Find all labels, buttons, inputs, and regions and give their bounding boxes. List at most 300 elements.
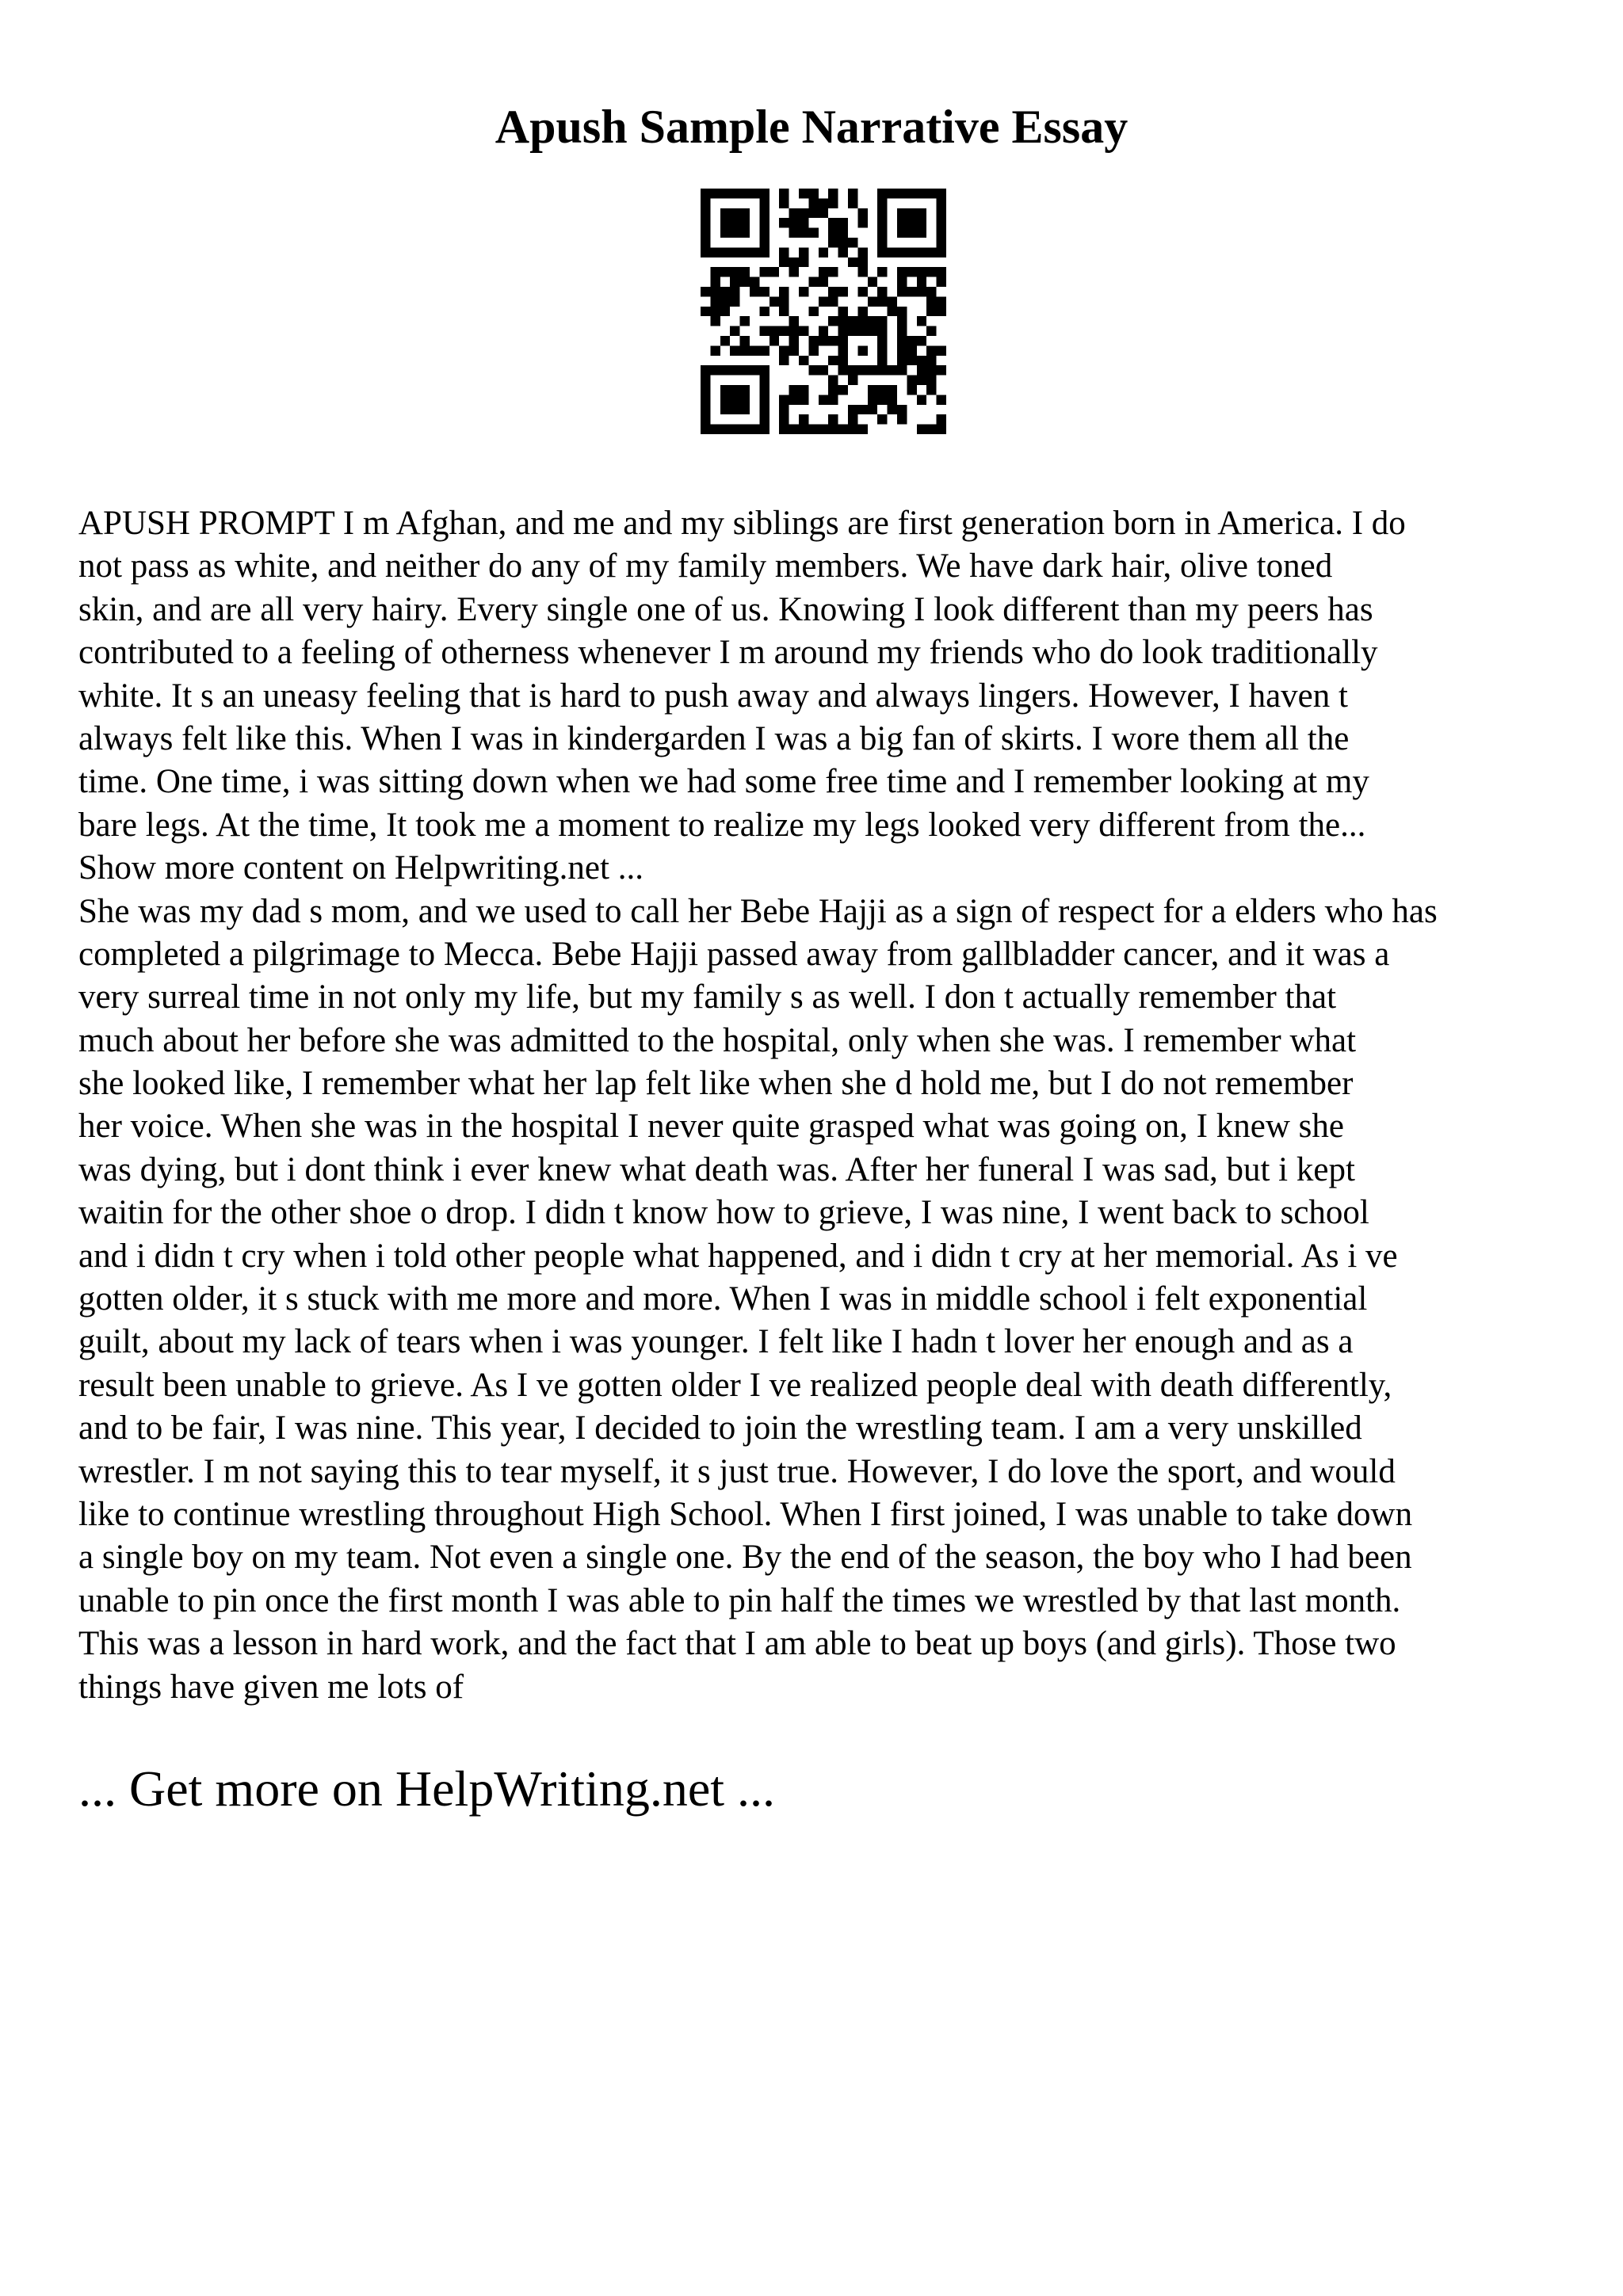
qr-module (877, 326, 887, 336)
qr-module (917, 277, 926, 287)
qr-module (907, 336, 916, 345)
qr-module (779, 414, 789, 424)
essay-line: she looked like, I remember what her lap felt like when she d hold me, but I do not remember (78, 1065, 1354, 1103)
qr-module (799, 326, 808, 336)
qr-module (750, 277, 759, 287)
qr-module (759, 326, 769, 336)
qr-module (848, 316, 857, 326)
qr-module (937, 296, 946, 306)
qr-module (819, 267, 828, 277)
qr-module (701, 376, 710, 385)
essay-line: This was a lesson in hard work, and the fact that I am able to beat up boys (and girls). Those two (78, 1625, 1396, 1663)
qr-module (857, 405, 867, 414)
qr-module (857, 345, 867, 355)
qr-module (769, 296, 779, 306)
qr-module (799, 218, 808, 227)
qr-module (907, 208, 916, 218)
qr-module (740, 405, 750, 414)
qr-module (838, 336, 848, 345)
qr-module (779, 356, 789, 365)
qr-module (917, 395, 926, 404)
qr-module (759, 405, 769, 414)
qr-module (828, 414, 838, 424)
qr-module (868, 277, 877, 287)
qr-module (907, 287, 916, 296)
qr-module (701, 414, 710, 424)
qr-module (937, 189, 946, 198)
essay-line: guilt, about my lack of tears when i was younger. I felt like I hadn t lover her enough and as a (78, 1323, 1354, 1361)
essay-line: white. It s an uneasy feeling that is hard to push away and always lingers. However, I haven t (78, 677, 1348, 715)
qr-module (917, 287, 926, 296)
qr-module (857, 326, 867, 336)
qr-module (848, 376, 857, 385)
qr-module (799, 228, 808, 238)
qr-module (917, 267, 926, 277)
qr-module (808, 198, 818, 208)
qr-module (897, 336, 907, 345)
qr-module (730, 277, 739, 287)
qr-module (759, 208, 769, 218)
qr-module (789, 228, 799, 238)
qr-module (926, 267, 936, 277)
qr-module (819, 395, 828, 404)
qr-module (917, 425, 926, 434)
qr-module (759, 395, 769, 404)
qr-module (937, 365, 946, 375)
qr-module (907, 267, 916, 277)
qr-module (769, 336, 779, 345)
qr-module (779, 257, 789, 267)
qr-module (789, 257, 799, 267)
qr-module (769, 326, 779, 336)
qr-module (759, 189, 769, 198)
qr-module (838, 228, 848, 238)
qr-module (857, 218, 867, 227)
qr-module (789, 316, 799, 326)
qr-module (877, 336, 887, 345)
qr-module (779, 345, 789, 355)
qr-module (897, 287, 907, 296)
qr-module (828, 296, 838, 306)
qr-module (897, 316, 907, 326)
qr-module (799, 247, 808, 257)
qr-module (907, 218, 916, 227)
qr-module (779, 405, 789, 414)
qr-module (819, 198, 828, 208)
qr-module (897, 356, 907, 365)
qr-module (897, 405, 907, 414)
qr-module (838, 307, 848, 316)
qr-module (828, 218, 838, 227)
qr-module (701, 425, 710, 434)
qr-module (877, 414, 887, 424)
qr-module (779, 218, 789, 227)
qr-module (799, 356, 808, 365)
essay-line: bare legs. At the time, It took me a moment to realize my legs looked very different from the... (78, 806, 1366, 844)
qr-module (819, 365, 828, 375)
qr-module (720, 247, 730, 257)
qr-module (750, 425, 759, 434)
essay-line: a single boy on my team. Not even a single one. By the end of the season, the boy who I had been (78, 1539, 1412, 1577)
qr-module (799, 189, 808, 198)
qr-module (937, 414, 946, 424)
qr-module (779, 307, 789, 316)
qr-module (701, 287, 710, 296)
qr-module (759, 228, 769, 238)
qr-module (937, 395, 946, 404)
qr-module (888, 247, 897, 257)
qr-module (808, 189, 818, 198)
qr-module (730, 247, 739, 257)
essay-line: waitin for the other shoe o drop. I didn t know how to grieve, I was nine, I went back to school (78, 1194, 1369, 1232)
qr-module (701, 365, 710, 375)
qr-module (877, 287, 887, 296)
qr-module (926, 385, 936, 395)
qr-module (740, 247, 750, 257)
qr-module (808, 208, 818, 218)
qr-module (877, 189, 887, 198)
qr-module (838, 385, 848, 395)
qr-module (937, 345, 946, 355)
qr-module (779, 296, 789, 306)
essay-line: was dying, but i dont think i ever knew what death was. After her funeral I was sad, but i kept (78, 1150, 1355, 1188)
qr-module (828, 316, 838, 326)
essay-line: not pass as white, and neither do any of my family members. We have dark hair, olive toned (78, 547, 1333, 585)
qr-module (750, 365, 759, 375)
qr-module (838, 345, 848, 355)
qr-module (720, 405, 730, 414)
qr-module (730, 189, 739, 198)
qr-module (937, 238, 946, 247)
qr-module (720, 208, 730, 218)
qr-module (799, 287, 808, 296)
qr-module (868, 385, 877, 395)
qr-module (907, 345, 916, 355)
qr-module (877, 228, 887, 238)
essay-line: APUSH PROMPT I m Afghan, and me and my siblings are first generation born in America. I do (78, 505, 1406, 542)
qr-module (877, 385, 887, 395)
qr-module (877, 208, 887, 218)
qr-module (937, 267, 946, 277)
qr-module (897, 326, 907, 336)
qr-module (917, 376, 926, 385)
qr-module (917, 189, 926, 198)
qr-module (907, 356, 916, 365)
qr-module (848, 326, 857, 336)
essay-line: much about her before she was admitted to the hospital, only when she was. I remember what (78, 1021, 1357, 1059)
qr-module (819, 277, 828, 287)
qr-module (759, 247, 769, 257)
qr-module (838, 326, 848, 336)
qr-module (897, 228, 907, 238)
qr-module (926, 365, 936, 375)
qr-module (937, 208, 946, 218)
qr-module (701, 238, 710, 247)
qr-module (917, 336, 926, 345)
qr-module (828, 336, 838, 345)
qr-module (779, 326, 789, 336)
qr-module (730, 287, 739, 296)
qr-module (917, 247, 926, 257)
qr-module (877, 296, 887, 306)
essay-line: gotten older, it s stuck with me more and more. When I was in middle school i felt exponential (78, 1280, 1368, 1318)
qr-module (897, 277, 907, 287)
qr-module (868, 395, 877, 404)
qr-module (710, 425, 720, 434)
qr-module (907, 228, 916, 238)
qr-module (937, 247, 946, 257)
qr-module (917, 218, 926, 227)
qr-module (926, 287, 936, 296)
qr-module (828, 376, 838, 385)
qr-module (828, 385, 838, 395)
qr-module (848, 257, 857, 267)
qr-module (877, 356, 887, 365)
qr-module (828, 189, 838, 198)
qr-module (779, 395, 789, 404)
qr-module (819, 208, 828, 218)
essay-line: her voice. When she was in the hospital I never quite grasped what was going on, I knew she (78, 1108, 1344, 1146)
qr-module (740, 385, 750, 395)
qr-module (937, 218, 946, 227)
qr-module (701, 385, 710, 395)
essay-line: wrestler. I m not saying this to tear myself, it s just true. However, I do love the sport, and would (78, 1452, 1396, 1490)
qr-module (907, 247, 916, 257)
essay-line: like to continue wrestling throughout High School. When I first joined, I was unable to take down (78, 1495, 1413, 1533)
qr-module (877, 316, 887, 326)
qr-module (857, 287, 867, 296)
qr-module (868, 316, 877, 326)
qr-module (701, 395, 710, 404)
qr-module (789, 395, 799, 404)
qr-module (868, 326, 877, 336)
qr-module (740, 395, 750, 404)
qr-module (857, 257, 867, 267)
qr-module (730, 218, 739, 227)
qr-module (937, 277, 946, 287)
qr-module (740, 277, 750, 287)
qr-module (877, 218, 887, 227)
qr-module (799, 385, 808, 395)
qr-module (888, 405, 897, 414)
qr-module (740, 228, 750, 238)
qr-module (799, 257, 808, 267)
qr-module (710, 316, 720, 326)
qr-module (926, 247, 936, 257)
qr-module (750, 189, 759, 198)
qr-module (819, 336, 828, 345)
qr-module (808, 345, 818, 355)
qr-module (779, 247, 789, 257)
qr-module (730, 296, 739, 306)
qr-code-icon[interactable] (701, 189, 946, 434)
qr-module (926, 307, 936, 316)
qr-module (720, 228, 730, 238)
qr-module (838, 218, 848, 227)
qr-module (701, 208, 710, 218)
qr-module (828, 228, 838, 238)
qr-module (769, 267, 779, 277)
qr-module (779, 425, 789, 434)
essay-line: contributed to a feeling of otherness whenever I m around my friends who do look traditionally (78, 634, 1378, 672)
qr-module (857, 247, 867, 257)
qr-module (877, 198, 887, 208)
qr-module (759, 307, 769, 316)
qr-module (740, 316, 750, 326)
qr-module (926, 425, 936, 434)
qr-module (888, 296, 897, 306)
qr-module (740, 365, 750, 375)
qr-module (917, 208, 926, 218)
essay-line: and to be fair, I was nine. This year, I decided to join the wrestling team. I am a very unskilled (78, 1409, 1362, 1447)
qr-module (701, 307, 710, 316)
qr-module (808, 425, 818, 434)
qr-module (701, 218, 710, 227)
qr-module (808, 307, 818, 316)
qr-module (868, 296, 877, 306)
qr-module (917, 228, 926, 238)
qr-module (868, 365, 877, 375)
qr-module (701, 405, 710, 414)
qr-module (701, 247, 710, 257)
qr-module (828, 287, 838, 296)
qr-module (937, 425, 946, 434)
qr-module (838, 247, 848, 257)
qr-module (720, 267, 730, 277)
qr-module (710, 267, 720, 277)
qr-module (897, 307, 907, 316)
qr-module (857, 267, 867, 277)
qr-module (779, 287, 789, 296)
qr-module (937, 228, 946, 238)
qr-module (730, 385, 739, 395)
qr-module (838, 238, 848, 247)
qr-module (730, 405, 739, 414)
essay-line: very surreal time in not only my life, but my family s as well. I don t actually remember that (78, 978, 1337, 1016)
qr-module (759, 414, 769, 424)
qr-module (857, 208, 867, 218)
qr-module (877, 267, 887, 277)
qr-module (828, 267, 838, 277)
qr-module (917, 316, 926, 326)
qr-module (907, 189, 916, 198)
qr-module (808, 277, 818, 287)
qr-module (907, 376, 916, 385)
qr-module (710, 296, 720, 306)
qr-module (848, 405, 857, 414)
qr-module (730, 365, 739, 375)
qr-module (759, 376, 769, 385)
qr-module (740, 425, 750, 434)
qr-module (828, 356, 838, 365)
qr-module (808, 228, 818, 238)
qr-module (926, 376, 936, 385)
qr-module (730, 395, 739, 404)
qr-module (720, 395, 730, 404)
essay-line: and i didn t cry when i told other people what happened, and i didn t cry at her memorial. As i ve (78, 1237, 1398, 1275)
page-title: Apush Sample Narrative Essay (495, 101, 1128, 153)
qr-module (720, 218, 730, 227)
qr-module (877, 395, 887, 404)
qr-module (779, 189, 789, 198)
qr-module (750, 287, 759, 296)
qr-module (730, 208, 739, 218)
qr-module (897, 218, 907, 227)
qr-module (857, 307, 867, 316)
qr-module (720, 385, 730, 395)
qr-module (848, 414, 857, 424)
qr-module (897, 414, 907, 424)
qr-module (828, 238, 838, 247)
qr-module (710, 287, 720, 296)
qr-module (730, 345, 739, 355)
essay-line: skin, and are all very hairy. Every single one of us. Knowing I look different than my peers has (78, 590, 1373, 628)
qr-module (799, 208, 808, 218)
qr-module (848, 365, 857, 375)
qr-module (897, 247, 907, 257)
qr-module (730, 326, 739, 336)
qr-module (877, 247, 887, 257)
qr-module (897, 208, 907, 218)
qr-module (720, 307, 730, 316)
essay-line: always felt like this. When I was in kindergarden I was a big fan of skirts. I wore them all the (78, 719, 1350, 757)
show-more-link[interactable]: Show more content on Helpwriting.net ... (78, 849, 643, 887)
qr-module (720, 287, 730, 296)
qr-module (888, 385, 897, 395)
qr-module (848, 189, 857, 198)
qr-module (779, 198, 789, 208)
qr-module (789, 345, 799, 355)
qr-module (926, 296, 936, 306)
qr-module (907, 385, 916, 395)
qr-module (897, 267, 907, 277)
qr-module (750, 345, 759, 355)
qr-module (917, 365, 926, 375)
qr-module (888, 395, 897, 404)
qr-module (759, 267, 769, 277)
qr-module (838, 287, 848, 296)
get-more-link[interactable]: ... Get more on HelpWriting.net ... (78, 1760, 775, 1817)
qr-module (897, 365, 907, 375)
qr-module (789, 425, 799, 434)
qr-module (710, 307, 720, 316)
qr-module (730, 425, 739, 434)
essay-line: time. One time, i was sitting down when we had some free time and I remember looking at my (78, 763, 1369, 801)
qr-module (789, 208, 799, 218)
qr-module (759, 345, 769, 355)
qr-module (877, 365, 887, 375)
qr-module (759, 238, 769, 247)
qr-module (730, 267, 739, 277)
qr-module (720, 425, 730, 434)
qr-module (789, 326, 799, 336)
qr-module (740, 267, 750, 277)
qr-module (937, 307, 946, 316)
qr-module (917, 356, 926, 365)
qr-module (828, 395, 838, 404)
qr-module (828, 425, 838, 434)
qr-module (759, 218, 769, 227)
qr-module (926, 326, 936, 336)
qr-module (740, 189, 750, 198)
qr-module (730, 228, 739, 238)
qr-module (877, 345, 887, 355)
qr-module (888, 307, 897, 316)
qr-module (926, 356, 936, 365)
qr-module (828, 198, 838, 208)
qr-module (710, 365, 720, 375)
qr-module (759, 198, 769, 208)
